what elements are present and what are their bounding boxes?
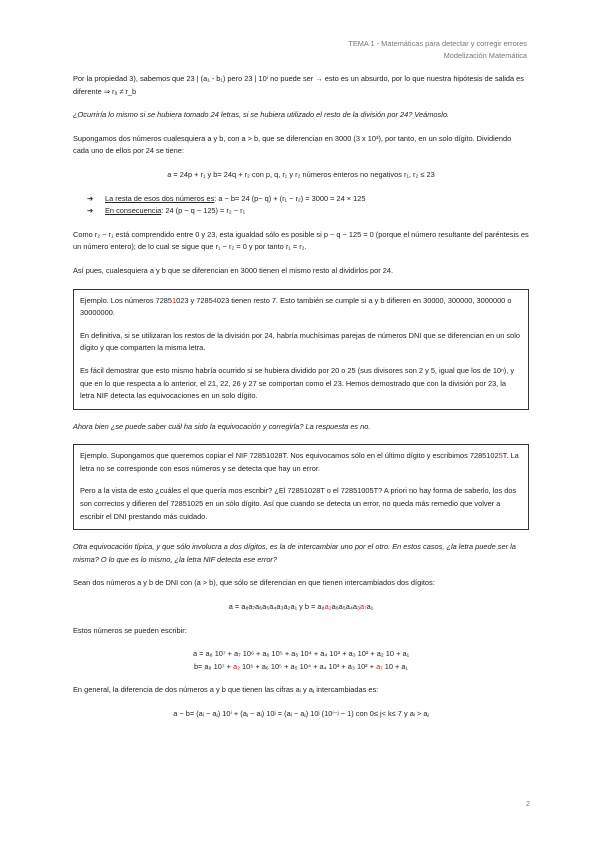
bullet-text: : a − b= 24 (p− q) + (r₁ − r₂) = 3000 = 24 × 125 [214,193,366,203]
box-paragraph: Es fácil demostrar que esto mismo habría ocurrido si se hubiera dividido por 20 o 25 (sus divisores son 2 y 5, igual que los de 10ⁿ), y que en lo que respecta a lo anterior, el 21, 22, 26 y 27 se comportan como el 23. Hemos demostrado que con la división por 23, la letra NIF detecta las equivocaciones en un solo dígito. [80,365,515,401]
question-swap: Otra equivocación típica, y que sólo involucra a dos dígitos, es la de intercambiar uno por el otro. En estos casos, ¿la letra puede ser la misma? O lo que es lo mismo, ¿la letra NIF detecta ese error? [73,542,516,564]
paragraph-expansion: Estos números se pueden escribir: [73,625,187,635]
equation-b: b= a₈ 10⁷ + a₂ 10⁶ + a₆ 10⁵ + a₅ 10⁴ + a₄ 10³ + a₃ 10² + a₇ 10 + a₁ [193,661,409,671]
paragraph-hypothesis: Por la propiedad 3), sabemos que 23 | (a₁ - b₁) pero 23 | 10ⁱ no puede ser → esto es un absurdo, por lo que nuestra hipótesis de salida es diferente ⇒ rₐ ≠ r_b [73,74,524,96]
box-paragraph: Pero a la vista de esto ¿cuáles el que quería mos escribir? ¿El 72851028T o el 72851005T? A priori no hay forma de saberlo, los dos son correctos y difieren del 72851025 en un sólo dígito. Así que cuando se detecta un error, no queda más remedio que volver a escribir el DNI prestando más cuidado. [80,486,517,521]
equation-difference: a − b= (aᵢ − aⱼ) 10ⁱ + (aⱼ − aᵢ) 10ʲ = (aᵢ − aⱼ) 10ʲ (10ⁱ⁻ʲ − 1) con 0≤ j< k≤ 7 y aᵢ > aⱼ [173,709,429,718]
paragraph-conclusion: Como r₂ − r₁ está comprendido entre 0 y 23, esta igualdad sólo es posible si p − q − 125 = 0 (porque el número resultante del paréntesis es un número entero); de lo cual se sigue que r₁ − r₂ = 0 y por tanto r₁ = r₂. [73,229,529,252]
example-box-1 [73,289,529,410]
page-content [73,73,529,732]
paragraph-general-difference: En general, la diferencia de dos números a y b que tienen las cifras aᵢ y aⱼ intercambiadas es: [73,685,379,695]
bullet-item [87,193,529,206]
box-paragraph: En definitiva, si se utilizaran los restos de la división por 24, habría muchísimas parejas de números DNI que se diferencian en un solo dígito y que comparten la misma letra. [80,330,520,353]
bullet-item [87,205,529,218]
paragraph-two-numbers: Supongamos dos números cualesquiera a y b, con a > b, que se diferencian en 3000 (3 x 10³), por tanto, en un solo dígito. Dividiendo cada uno de ellos por 24 se tiene: [73,133,512,156]
paragraph-same-remainder: Así pues, cualesquiera a y b que se diferencian en 3000 tienen el mismo resto al dividirlos por 24. [73,265,394,275]
question-correction: Ahora bien ¿se puede saber cuál ha sido la equivocación y corregirla? La respuesta es no. [73,421,371,431]
question-24-letters: ¿Ocurriría lo mismo si se hubiera tomado 24 letras, si se hubiera utilizado el resto de la división por 24? Veámoslo. [73,110,450,120]
header-subject: Modelización Matemática [443,51,527,60]
bullet-list [87,193,529,218]
example-paragraph: Ejemplo. Supongamos que queremos copiar el NIF 72851028T. Nos equivocamos sólo en el último dígito y escribimos 72851025T. La letra no se corresponde con esos números y se detecta que hay un error. [80,451,519,473]
header-course-title: TEMA 1 - Matemáticas para detectar y corregir errores [348,39,527,48]
equation-expansions [73,648,529,673]
bullet-underlined: La resta de esos dos números es [105,193,215,203]
equation-a: a = a₈ 10⁷ + a₇ 10⁶ + a₆ 10⁵ + a₅ 10⁴ + a₄ 10³ + a₃ 10² + a₂ 10 + a₁ [192,649,410,659]
example-paragraph: Ejemplo. Los números 72851023 y 72854023 tienen resto 7. Esto también se cumple si a y b difieren en 30000, 300000, 3000000 o 30000000. [80,295,512,318]
bullet-text: : 24 (p − q − 125) = r₂ − r₁ [161,206,246,216]
example-box-2 [73,444,529,530]
equation-numbers: a = a₈a₇a₆a₅a₄a₃a₂a₁ y b = a₈a₂a₆a₅a₄a₃a₇a₁ [228,602,374,612]
equation-division: a = 24p + r₁ y b= 24q + r₂ con p, q, r₁ y r₂ números enteros no negativos r₁, r₂ ≤ 23 [167,169,435,179]
arrow-bullet-icon: ➔ [87,206,94,216]
running-header [348,38,527,62]
bullet-underlined: En consecuencia [105,206,162,216]
page-number: 2 [525,799,530,808]
paragraph-swapped-digits: Sean dos números a y b de DNI con (a > b), que sólo se diferencian en que tienen intercambiados dos dígitos: [73,578,435,588]
arrow-bullet-icon: ➔ [87,193,94,203]
